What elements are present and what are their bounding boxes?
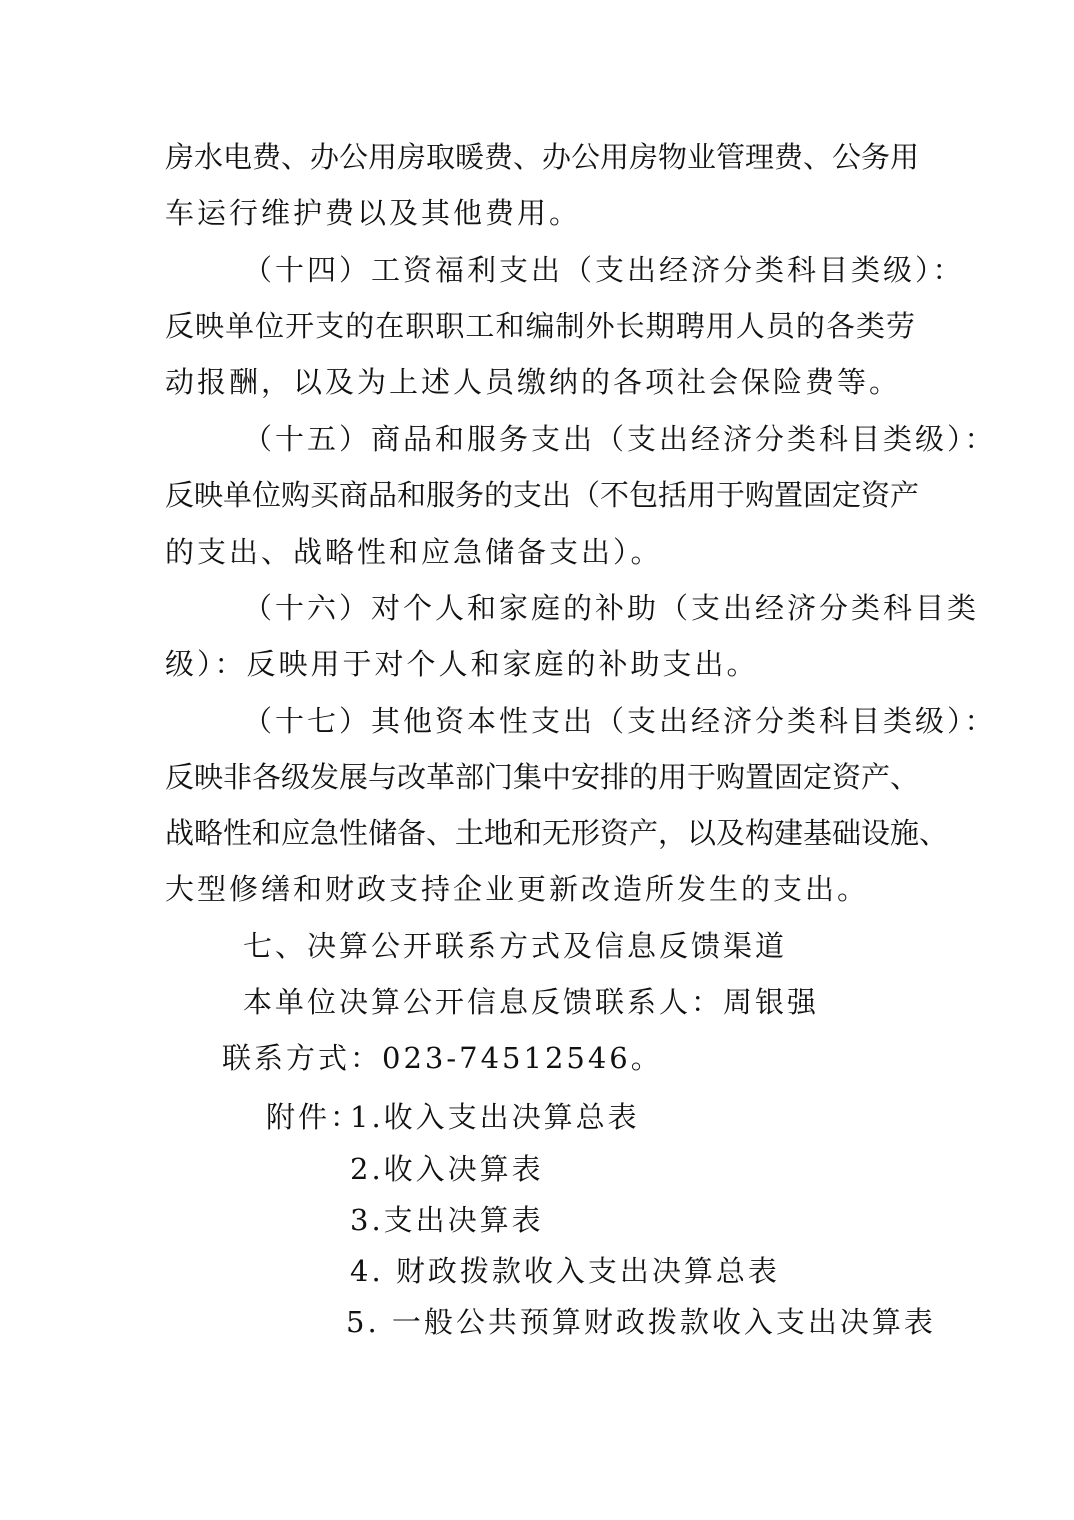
paragraph-heading: （十七）其他资本性支出（支出经济分类科目类级）： bbox=[243, 704, 997, 738]
paragraph-line: 车运行维护费以及其他费用。 bbox=[165, 196, 582, 230]
attachment-item: 1.收入支出决算总表 bbox=[350, 1100, 640, 1134]
attachment-item: 2.收入决算表 bbox=[350, 1152, 544, 1186]
paragraph-line: 战略性和应急性储备、土地和无形资产，以及构建基础设施、 bbox=[165, 816, 949, 850]
paragraph-line: 反映单位购买商品和服务的支出（不包括用于购置固定资产 bbox=[165, 478, 920, 512]
attachment-item: 4. 财政拨款收入支出决算总表 bbox=[350, 1254, 780, 1288]
paragraph-line: 房水电费、办公用房取暖费、办公用房物业管理费、公务用 bbox=[165, 140, 920, 174]
paragraph-heading: （十五）商品和服务支出（支出经济分类科目类级）： bbox=[243, 422, 997, 456]
contact-phone: 联系方式：023-74512546。 bbox=[222, 1041, 663, 1075]
paragraph-line: 的支出、战略性和应急储备支出）。 bbox=[165, 535, 663, 569]
paragraph-line: 级）：反映用于对个人和家庭的补助支出。 bbox=[165, 647, 759, 681]
attachment-item: 3.支出决算表 bbox=[350, 1203, 544, 1237]
attachments-label: 附件： bbox=[266, 1100, 363, 1134]
paragraph-heading: （十四）工资福利支出（支出经济分类科目类级）： bbox=[243, 253, 965, 287]
contact-person: 本单位决算公开信息反馈联系人：周银强 bbox=[243, 985, 820, 1019]
paragraph-heading: （十六）对个人和家庭的补助（支出经济分类科目类 bbox=[243, 591, 980, 625]
paragraph-line: 大型修缮和财政支持企业更新改造所发生的支出。 bbox=[165, 872, 870, 906]
section-heading: 七、决算公开联系方式及信息反馈渠道 bbox=[243, 929, 788, 963]
paragraph-line: 动报酬，以及为上述人员缴纳的各项社会保险费等。 bbox=[165, 365, 902, 399]
paragraph-line: 反映单位开支的在职职工和编制外长期聘用人员的各类劳 bbox=[165, 309, 915, 343]
paragraph-line: 反映非各级发展与改革部门集中安排的用于购置固定资产、 bbox=[165, 760, 920, 794]
attachment-item: 5. 一般公共预算财政拨款收入支出决算表 bbox=[346, 1305, 936, 1339]
